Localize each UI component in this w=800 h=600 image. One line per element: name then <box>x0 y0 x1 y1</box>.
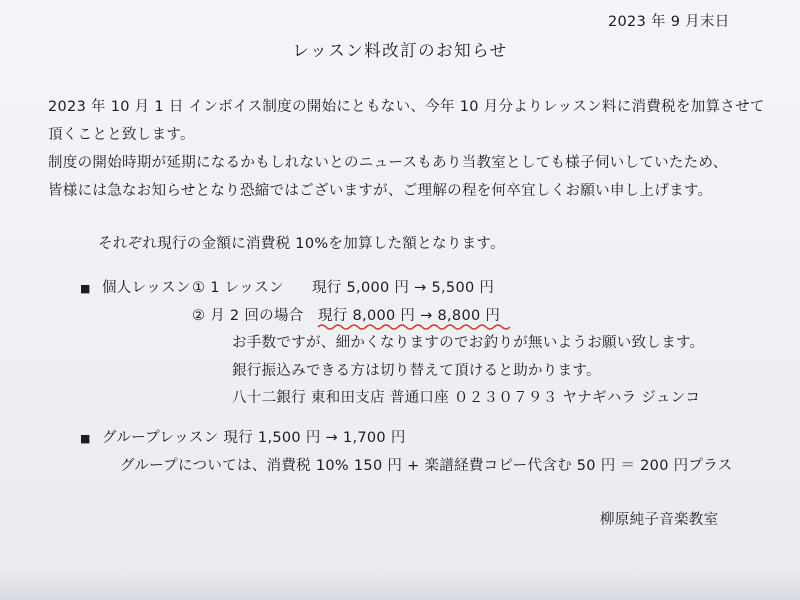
red-wavy-underline <box>316 322 512 332</box>
paragraph-1-line-2: 頂くことと致します。 <box>48 127 195 143</box>
group-lesson-price: グループレッスン 現行 1,500 円 → 1,700 円 <box>102 430 406 446</box>
paragraph-2-line-1: 制度の開始時期が延期になるかもしれないとのニュースもあり当教室としても様子伺いしていたため、 <box>48 155 728 171</box>
bullet-square-icon: ■ <box>80 282 91 295</box>
paper-shadow <box>0 572 800 600</box>
individual-plan-1-price: 現行 5,000 円 → 5,500 円 <box>312 280 495 296</box>
individual-lesson-label: 個人レッスン <box>102 280 191 296</box>
individual-plan-2-price: 現行 8,000 円 → 8,800 円 <box>318 308 501 324</box>
notice-date: 2023 年 9 月末日 <box>608 14 730 30</box>
notice-title: レッスン料改訂のお知らせ <box>292 41 508 60</box>
payment-note-line-1: お手数ですが、細かくなりますのでお釣りが無いようお願い致します。 <box>232 335 705 351</box>
price-intro: それぞれ現行の金額に消費税 10%を加算した額となります。 <box>98 236 505 252</box>
paragraph-2-line-2: 皆様には急なお知らせとなり恐縮ではございますが、ご理解の程を何卒宜しくお願い申し上げます。 <box>48 183 713 199</box>
group-lesson-detail: グループについては、消費税 10% 150 円 + 楽譜経費コピー代含む 50 円 ＝ 200 円プラス <box>120 458 733 474</box>
school-signature: 柳原純子音楽教室 <box>600 512 719 528</box>
paragraph-1-line-1: 2023 年 10 月 1 日 インボイス制度の開始にともない、今年 10 月分よりレッスン料に消費税を加算させて <box>48 99 765 115</box>
payment-note-line-2: 銀行振込みできる方は切り替えて頂けると助かります。 <box>232 363 601 379</box>
individual-plan-2-label: ② 月 2 回の場合 <box>192 308 304 324</box>
bank-account-info: 八十二銀行 東和田支店 普通口座 ０２３０７９３ ヤナギハラ ジュンコ <box>232 390 701 406</box>
individual-plan-1-label: ① 1 レッスン <box>192 280 284 296</box>
bullet-square-icon: ■ <box>80 432 91 445</box>
